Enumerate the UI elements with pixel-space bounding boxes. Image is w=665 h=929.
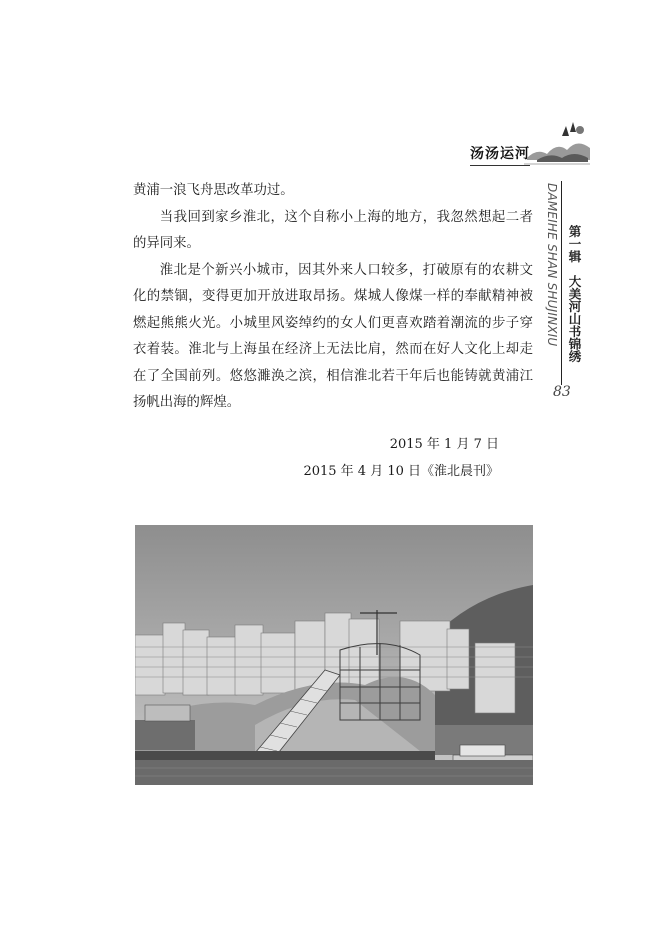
landscape-ink-icon bbox=[522, 118, 592, 168]
page-number: 83 bbox=[553, 384, 571, 400]
sidebar-pinyin-title: DAMEIHE SHAN SHUJINXIU bbox=[545, 183, 559, 347]
sidebar-rule bbox=[561, 181, 562, 385]
paragraph-3: 淮北是个新兴小城市，因其外来人口较多，打破原有的农耕文化的禁锢，变得更加开放进取昂扬。煤城人像煤一样的奉献精神被燃起熊熊火光。小城里风姿绰约的女人们更喜欢踏着潮流的步子穿衣着装。淮北与上海虽在经济上无法比肩，然而在好人文化上却走在了全国前列。悠悠濉涣之滨，相信淮北若干年后也能铸就黄浦江扬帆出海的辉煌。 bbox=[133, 262, 533, 410]
city-riverside-photo bbox=[135, 525, 533, 785]
date-published: 2015 年 4 月 10 日《淮北晨刊》 bbox=[303, 464, 499, 479]
running-header-title: 汤汤运河 bbox=[470, 146, 530, 162]
sidebar-chapter-label: 第一辑 大美河山书锦绣 bbox=[567, 225, 582, 363]
paragraph-1: 黄浦一浪飞舟思改革功过。 bbox=[133, 183, 294, 198]
header-rule bbox=[470, 165, 530, 166]
paragraph-2: 当我回到家乡淮北，这个自称小上海的地方，我忽然想起二者的异同来。 bbox=[133, 209, 533, 251]
date-written: 2015 年 1 月 7 日 bbox=[389, 437, 499, 452]
article-body bbox=[133, 178, 533, 417]
